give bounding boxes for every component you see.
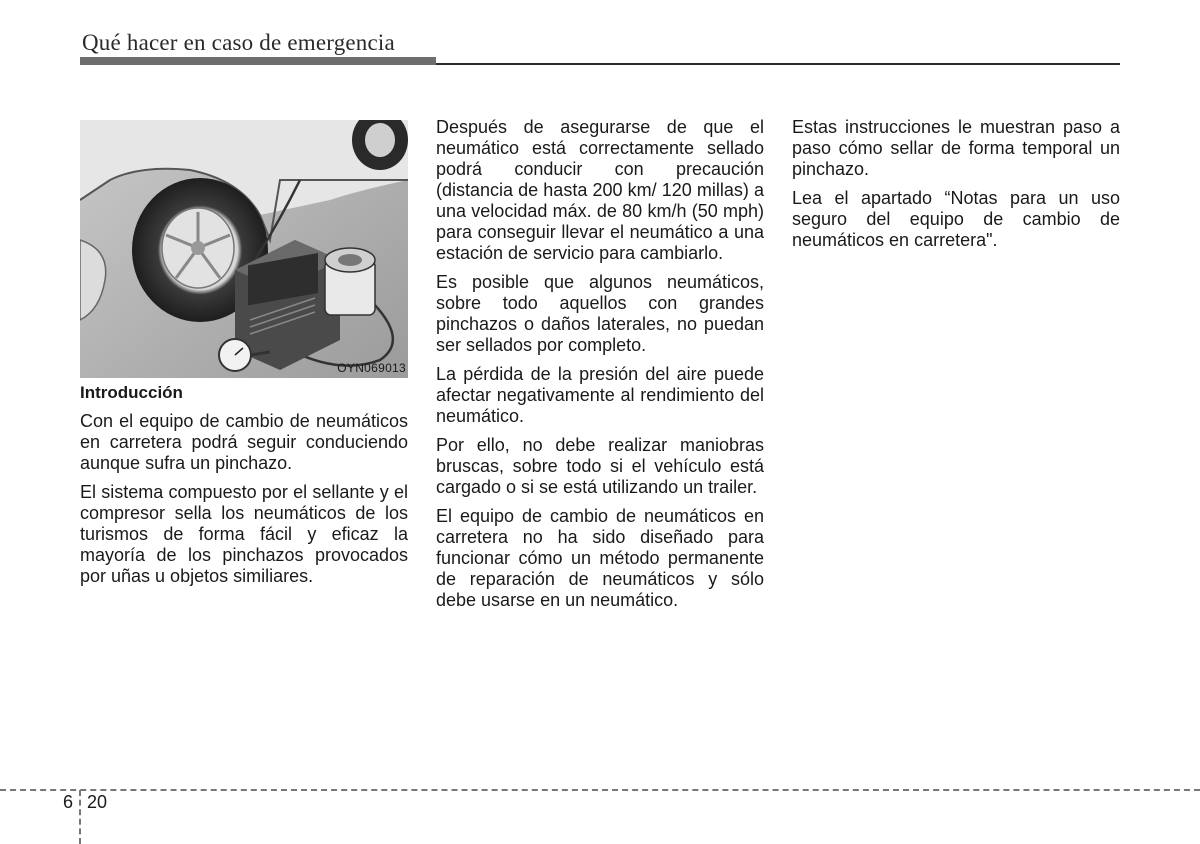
chapter-number: 6 — [63, 792, 74, 812]
page-number: 20 — [87, 792, 108, 812]
header-rule-thick — [80, 57, 436, 65]
paragraph: El sistema compuesto por el sellante y el compresor sella los neumáticos de los turismos de forma fácil y eficaz la mayoría de los pinchazos provocados por uñas u objetos similiares. — [80, 482, 408, 586]
paragraph: Estas instrucciones le muestran paso a paso cómo sellar de forma temporal un pinchazo. — [792, 117, 1120, 179]
column-2 — [436, 117, 764, 619]
footer-divider — [0, 789, 1200, 791]
paragraph: Lea el apartado “Notas para un uso seguro del equipo de cambio de neumáticos en carretera". — [792, 188, 1120, 250]
figure-code-label: OYN069013 — [337, 361, 406, 375]
header-rule-thin — [436, 63, 1120, 65]
paragraph: Es posible que algunos neumáticos, sobre todo aquellos con grandes pinchazos o daños laterales, no puedan ser sellados por completo. — [436, 272, 764, 355]
paragraph: El equipo de cambio de neumáticos en carretera no ha sido diseñado para funcionar cómo un método permanente de reparación de neumáticos y sólo debe usarse en un neumático. — [436, 506, 764, 610]
paragraph: Después de asegurarse de que el neumático está correctamente sellado podrá conducir con precaución (distancia de hasta 200 km/ 120 millas) a una velocidad máx. de 80 km/h (50 mph) para conseguir llevar el neumático a una estación de servicio para cambiarlo. — [436, 117, 764, 263]
paragraph: La pérdida de la presión del aire puede afectar negativamente al rendimiento del neumático. — [436, 364, 764, 426]
section-heading-introduccion: Introducción — [80, 383, 183, 402]
footer-vertical-divider — [79, 790, 81, 844]
column-3 — [792, 117, 1120, 259]
paragraph: Con el equipo de cambio de neumáticos en carretera podrá seguir conduciendo aunque sufra un pinchazo. — [80, 411, 408, 473]
column-1 — [80, 117, 408, 595]
page-header-title: Qué hacer en caso de emergencia — [82, 30, 395, 55]
paragraph: Por ello, no debe realizar maniobras bruscas, sobre todo si el vehículo está cargado o si se está utilizando un trailer. — [436, 435, 764, 497]
